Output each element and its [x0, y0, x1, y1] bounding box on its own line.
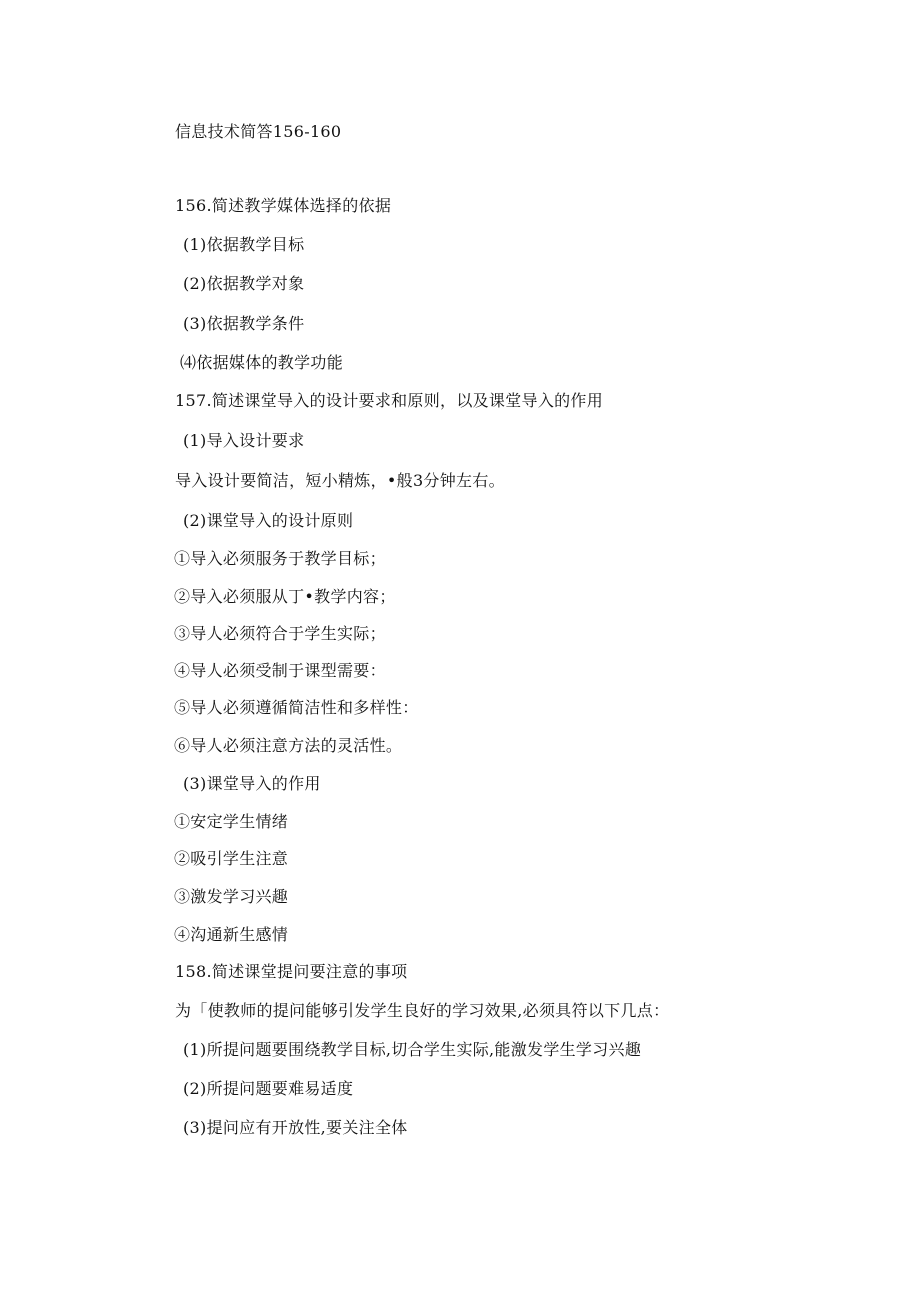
list-item: ③激发学习兴趣: [174, 887, 289, 906]
list-item: ③导人必须符合于学生实际；: [174, 624, 386, 643]
list-item: ⑥导人必须注意方法的灵活性。: [174, 736, 403, 755]
paragraph: 为「使教师的提问能够引发学生良好的学习效果,必须具符以下几点：: [175, 1001, 670, 1020]
document-title: 信息技术简答156-160: [175, 122, 342, 141]
list-item: ⑷依据媒体的教学功能: [180, 353, 344, 372]
list-item: ②吸引学生注意: [174, 849, 289, 868]
list-item: (2)依据教学对象: [183, 274, 305, 293]
list-item: (1)依据教学目标: [183, 235, 305, 254]
question-156-heading: 156.简述教学媒体选择的依据: [175, 196, 392, 215]
list-item: ④导人必须受制于课型需要：: [174, 661, 386, 680]
list-item: (2)所提问题要难易适度: [183, 1079, 354, 1098]
list-item: ①导入必须服务于教学目标；: [174, 549, 386, 568]
list-item: (3)依据教学条件: [183, 314, 305, 333]
paragraph: 导入设计要简洁，短小精炼，•般3分钟左右。: [175, 471, 505, 490]
list-item: (1)所提问题要围绕教学目标,切合学生实际,能激发学生学习兴趣: [183, 1040, 642, 1059]
sub-heading: (2)课堂导入的设计原则: [183, 511, 354, 530]
list-item: ①安定学生情绪: [174, 812, 289, 831]
list-item: ⑤导人必须遵循简洁性和多样性：: [174, 698, 419, 717]
question-158-heading: 158.简述课堂提问要注意的事项: [175, 962, 408, 981]
question-157-heading: 157.简述课堂导入的设计要求和原则，以及课堂导入的作用: [175, 391, 604, 410]
sub-heading: (3)课堂导入的作用: [183, 774, 321, 793]
sub-heading: (1)导入设计要求: [183, 431, 305, 450]
list-item: ②导入必须服从丁•教学内容；: [174, 587, 396, 606]
list-item: (3)提问应有开放性,要关注全体: [183, 1118, 408, 1137]
list-item: ④沟通新生感情: [174, 925, 289, 944]
